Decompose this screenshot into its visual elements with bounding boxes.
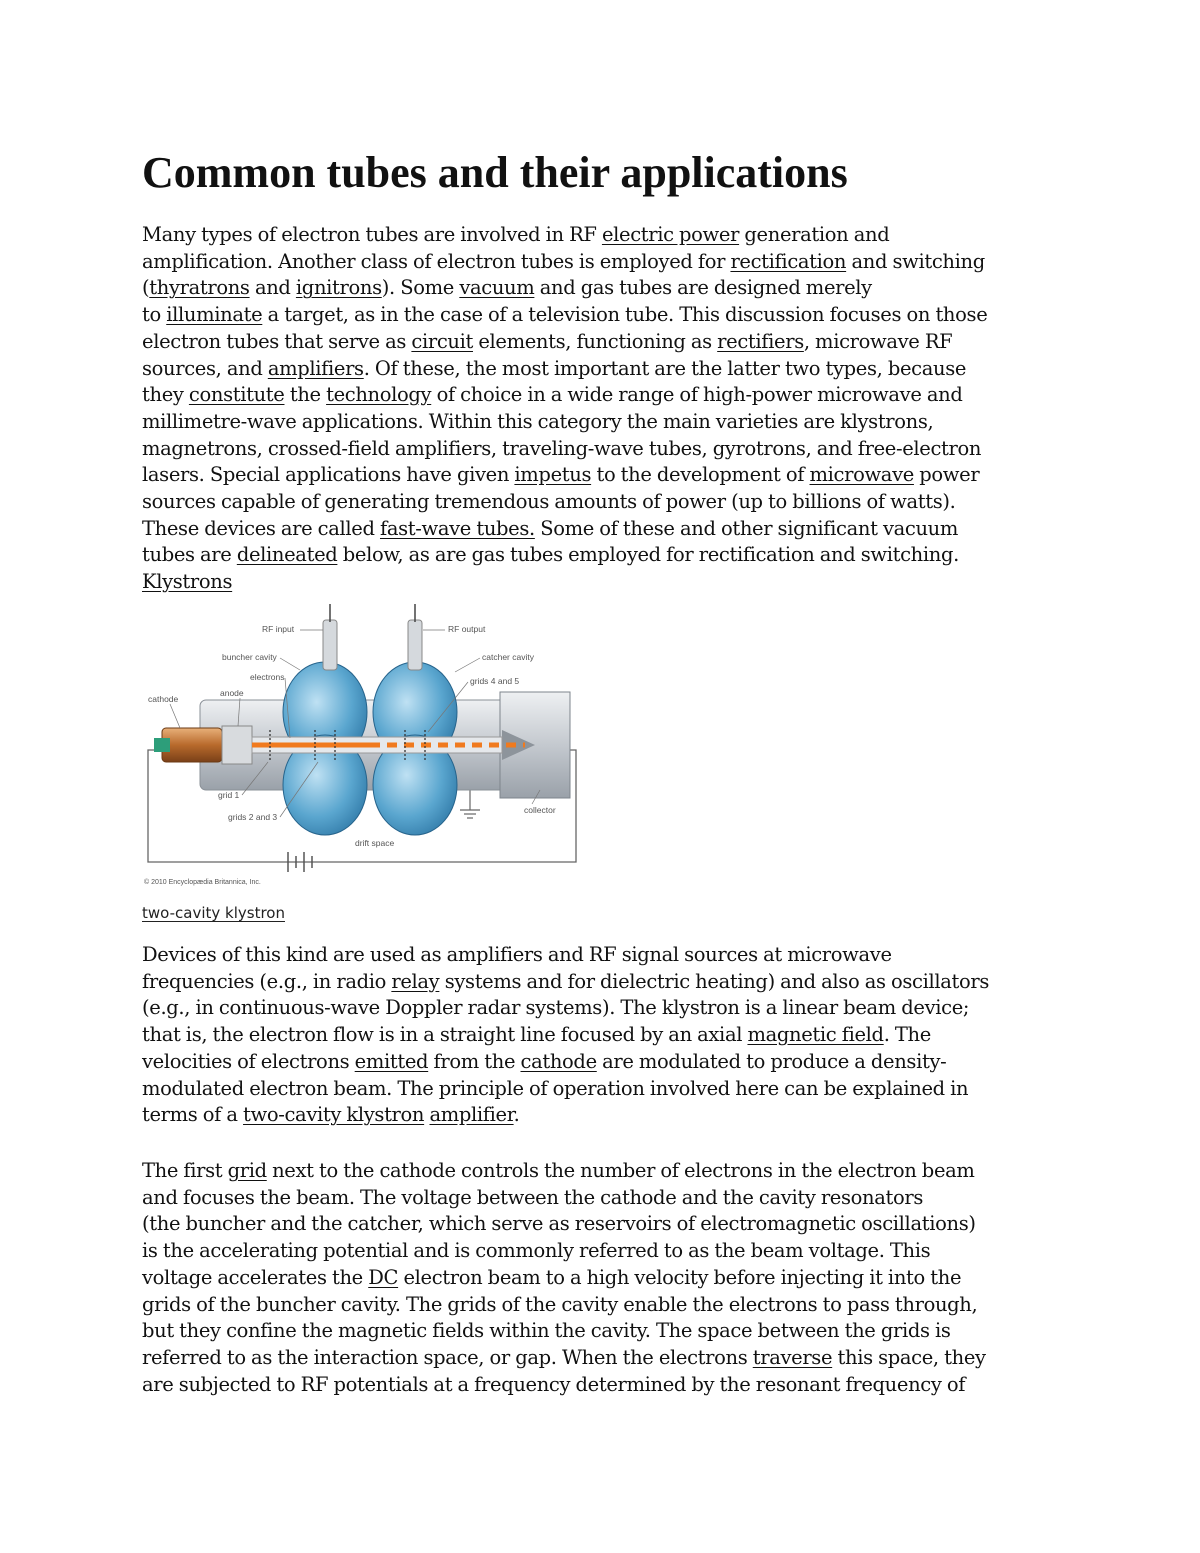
link-amplifier[interactable]: amplifier [429,1103,514,1127]
text-line: (e.g., in continuous-wave Doppler radar systems). The klystron is a linear beam device; [142,996,970,1020]
text-line: voltage accelerates the DC electron beam to a high velocity before injecting it into the [142,1265,962,1289]
text-line: sources capable of generating tremendous amounts of power (up to billions of watts). [142,490,956,514]
cathode-shape [162,728,222,762]
link-grid[interactable]: grid [227,1159,267,1182]
link-thyratrons[interactable]: thyratrons [149,276,250,300]
text-line: velocities of electrons emitted from the cathode are modulated to produce a density- [142,1049,947,1073]
text-line: millimetre-wave applications. Within this category the main varieties are klystrons, [142,409,934,433]
label-anode: anode [220,688,244,698]
text-line: The first grid next to the cathode controls the number of electrons in the electron beam [142,1159,975,1182]
text-line: that is, the electron flow is in a straight line focused by an axial magnetic field. The [142,1023,931,1047]
text-line: electron tubes that serve as circuit elements, functioning as rectifiers, microwave RF [142,329,953,353]
link-magnetic-field[interactable]: magnetic field [747,1023,884,1047]
text-line: terms of a two-cavity klystron amplifier. [142,1103,520,1127]
cathode-heater [154,738,170,752]
link-klystrons[interactable]: Klystrons [142,570,233,594]
link-rectifiers[interactable]: rectifiers [717,329,804,353]
text-line: lasers. Special applications have given impetus to the development of microwave power [142,463,980,487]
text-line: grids of the buncher cavity. The grids of the cavity enable the electrons to pass through, [142,1292,978,1316]
link-relay[interactable]: relay [391,969,440,993]
link-circuit[interactable]: circuit [411,329,473,353]
label-grid-1: grid 1 [218,790,240,800]
klystron-illustration [140,600,580,890]
link-fast-wave-tubes[interactable]: fast-wave tubes. [379,516,535,540]
text-line: is the accelerating potential and is commonly referred to as the beam voltage. This [142,1239,931,1263]
link-emitted[interactable]: emitted [354,1049,429,1073]
link-technology[interactable]: technology [326,383,432,407]
link-delineated[interactable]: delineated [236,543,338,567]
label-grids-2-and-3: grids 2 and 3 [228,812,278,822]
figure-caption-link[interactable]: two-cavity klystron [142,904,285,922]
text-line: they constitute the technology of choice in a wide range of high-power microwave and [142,383,963,407]
link-two-cavity-klystron[interactable]: two-cavity klystron [243,1103,425,1127]
anode-shape [222,726,252,764]
intro-paragraph [142,222,1072,596]
label-collector: collector [524,805,556,815]
text-line: Many types of electron tubes are involved in RF electric power generation and [142,223,890,246]
text-line: These devices are called fast-wave tubes. Some of these and other significant vacuum [142,516,959,540]
rf-output-coupler [408,620,422,670]
klystron-diagram [140,600,580,890]
link-rectification[interactable]: rectification [730,249,847,273]
link-vacuum[interactable]: vacuum [459,276,535,300]
link-ignitrons[interactable]: ignitrons [295,276,382,300]
text-line: modulated electron beam. The principle of operation involved here can be explained in [142,1076,969,1100]
link-illuminate[interactable]: illuminate [166,303,263,327]
text-line [142,569,1072,596]
label-catcher-cavity: catcher cavity [482,652,534,662]
text-line: frequencies (e.g., in radio relay systems and for dielectric heating) and also as oscillators [142,969,990,993]
link-microwave[interactable]: microwave [809,463,914,487]
link-electric-power[interactable]: electric power [601,223,740,246]
link-amplifiers[interactable]: amplifiers [267,356,364,380]
text-line: (the buncher and the catcher, which serve as reservoirs of electromagnetic oscillations) [142,1212,976,1236]
label-buncher-cavity: buncher cavity [222,652,277,662]
page-title: Common tubes and their applications [142,148,848,197]
link-cathode[interactable]: cathode [520,1049,597,1073]
label-cathode: cathode [148,694,179,704]
link-impetus[interactable]: impetus [514,463,592,487]
text-line: and focuses the beam. The voltage between the cathode and the cavity resonators [142,1185,924,1209]
text-line: but they confine the magnetic fields within the cavity. The space between the grids is [142,1319,951,1343]
text-line: amplification. Another class of electron tubes is employed for rectification and switching [142,249,985,273]
text-line: sources, and amplifiers. Of these, the most important are the latter two types, because [142,356,967,380]
devices-paragraph [142,942,1072,1129]
link-traverse[interactable]: traverse [752,1345,833,1369]
link-constitute[interactable]: constitute [188,383,285,407]
label-drift-space: drift space [355,838,395,848]
label-electrons: electrons [250,672,285,682]
rf-input-coupler [323,620,337,670]
label-rf-output: RF output [448,624,486,634]
figure-credit: © 2010 Encyclopædia Britannica, Inc. [144,879,261,886]
text-line: Devices of this kind are used as amplifiers and RF signal sources at microwave [142,943,892,966]
label-grids-4-and-5: grids 4 and 5 [470,676,520,686]
text-line: to illuminate a target, as in the case of a television tube. This discussion focuses on those [142,303,988,327]
text-line: referred to as the interaction space, or gap. When the electrons traverse this space, they [142,1345,986,1369]
label-rf-input: RF input [262,624,295,634]
text-line: magnetrons, crossed-field amplifiers, traveling-wave tubes, gyrotrons, and free-electron [142,436,982,460]
text-line: are subjected to RF potentials at a frequency determined by the resonant frequency of [142,1372,966,1396]
link-dc[interactable]: DC [368,1265,399,1289]
text-line: tubes are delineated below, as are gas tubes employed for rectification and switching. [142,543,959,567]
grid-paragraph [142,1158,1072,1398]
text-line: (thyratrons and ignitrons). Some vacuum and gas tubes are designed merely [142,276,872,300]
